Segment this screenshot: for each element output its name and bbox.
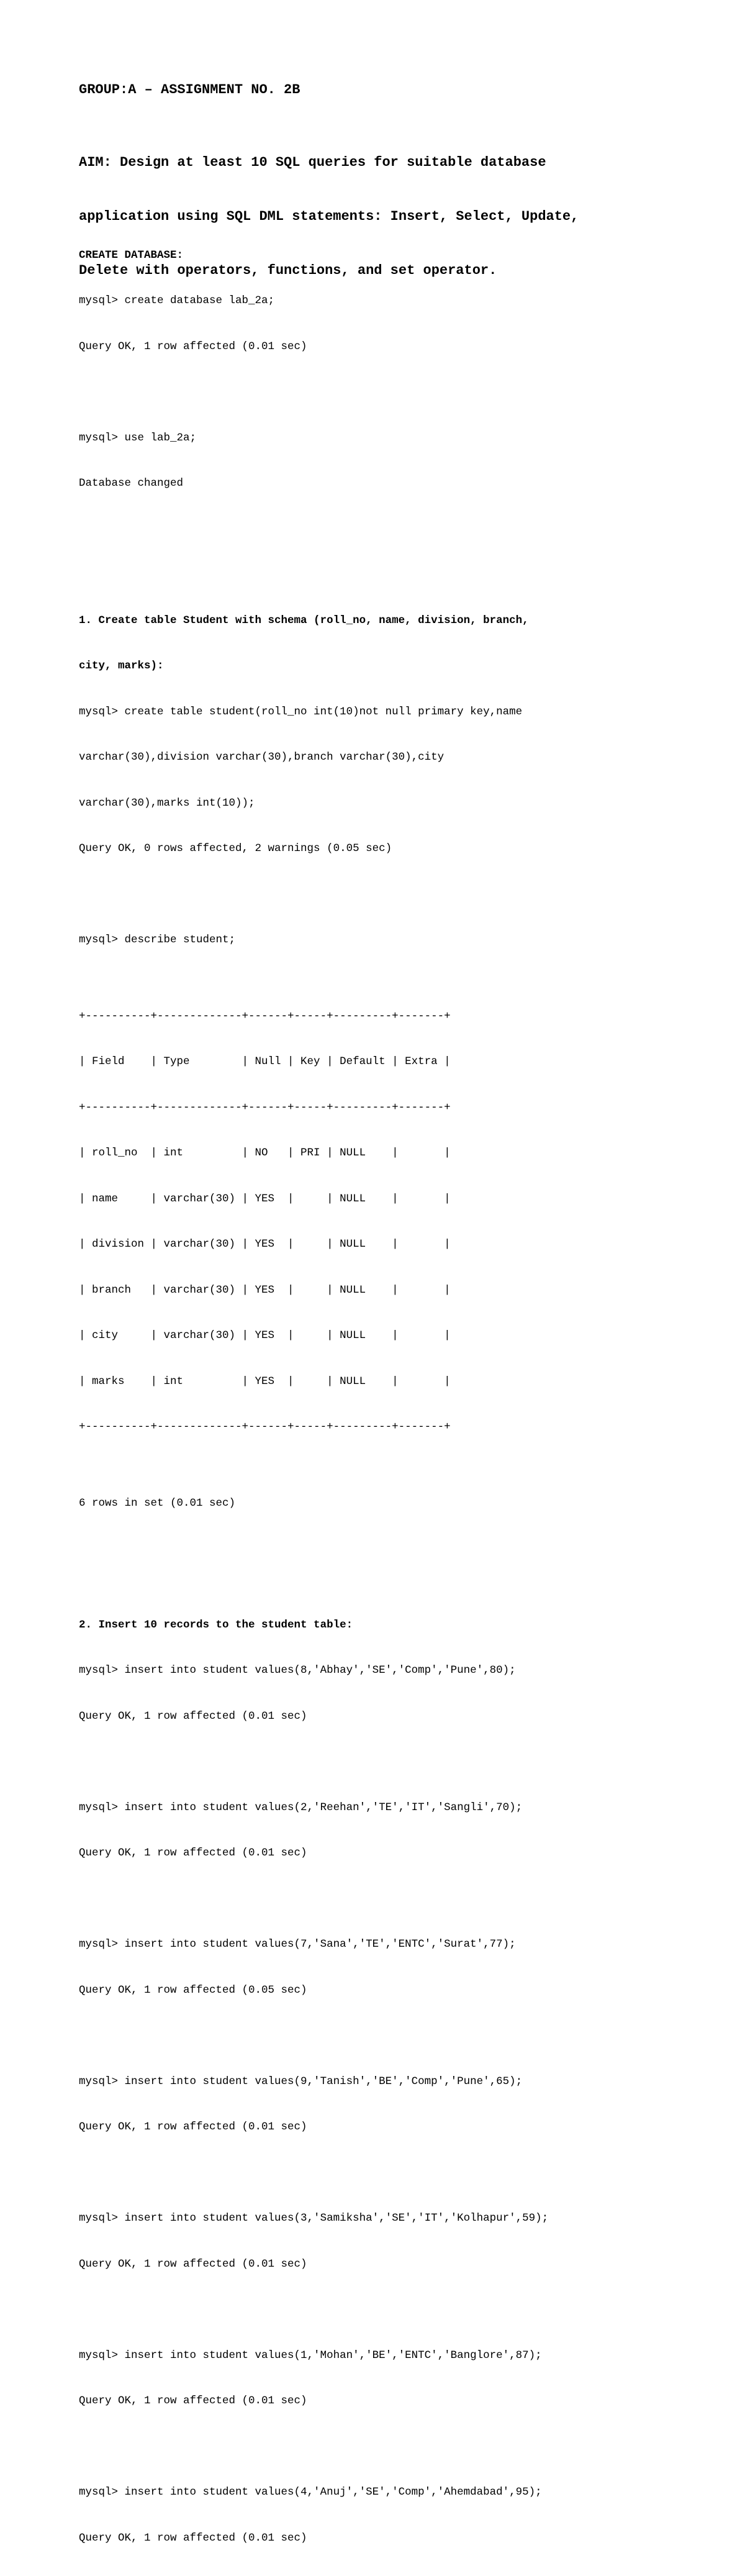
table-border: +----------+-------------+------+-----+---------+-------+	[79, 1421, 451, 1433]
table-border: +----------+-------------+------+-----+---------+-------+	[79, 1101, 451, 1114]
sql-result: Query OK, 1 row affected (0.05 sec)	[79, 1983, 307, 1996]
sql-result: Query OK, 1 row affected (0.01 sec)	[79, 2257, 307, 2270]
table-row: | branch | varchar(30) | YES | | NULL | |	[79, 1283, 451, 1296]
sql-command: mysql> describe student;	[79, 934, 236, 946]
sql-command: mysql> create table student(roll_no int(10)not null primary key,name	[79, 705, 523, 718]
sql-command: varchar(30),division varchar(30),branch varchar(30),city	[79, 751, 445, 763]
sql-command: mysql> insert into student values(8,'Abhay','SE','Comp','Pune',80);	[79, 1664, 516, 1677]
sql-result: Query OK, 1 row affected (0.01 sec)	[79, 340, 307, 353]
sql-command: mysql> insert into student values(3,'Samiksha','SE','IT','Kolhapur',59);	[79, 2212, 549, 2224]
sql-command: mysql> insert into student values(7,'Sana','TE','ENTC','Surat',77);	[79, 1938, 516, 1950]
sql-command: varchar(30),marks int(10));	[79, 796, 255, 809]
document-body	[79, 202, 548, 2576]
aim-line: Delete with operators, functions, and set operator.	[79, 263, 497, 278]
sql-result: Query OK, 1 row affected (0.01 sec)	[79, 1847, 307, 1859]
table-row: | name | varchar(30) | YES | | NULL | |	[79, 1192, 451, 1205]
create-database-heading: CREATE DATABASE:	[79, 248, 184, 262]
sql-result: Database changed	[79, 477, 184, 489]
sql-command: mysql> use lab_2a;	[79, 431, 197, 444]
sql-command: mysql> insert into student values(9,'Tanish','BE','Comp','Pune',65);	[79, 2075, 523, 2088]
assignment-title: GROUP:A – ASSIGNMENT NO. 2B	[79, 82, 300, 98]
sql-command: mysql> insert into student values(4,'Anuj','SE','Comp','Ahemdabad',95);	[79, 2486, 542, 2498]
table-row: | roll_no | int | NO | PRI | NULL | |	[79, 1147, 451, 1159]
sql-result: Query OK, 1 row affected (0.01 sec)	[79, 1709, 307, 1723]
table-row: | division | varchar(30) | YES | | NULL | |	[79, 1238, 451, 1250]
sql-command: mysql> create database lab_2a;	[79, 294, 275, 307]
question-1-heading: city, marks):	[79, 660, 164, 672]
sql-result: Query OK, 1 row affected (0.01 sec)	[79, 2531, 307, 2544]
table-row: | city | varchar(30) | YES | | NULL | |	[79, 1329, 451, 1342]
sql-result: Query OK, 1 row affected (0.01 sec)	[79, 2121, 307, 2133]
aim-line: application using SQL DML statements: Insert, Select, Update,	[79, 209, 579, 224]
question-2-heading: 2. Insert 10 records to the student table:	[79, 1618, 353, 1631]
aim-line: AIM: Design at least 10 SQL queries for suitable database	[79, 155, 546, 170]
table-header: | Field | Type | Null | Key | Default | Extra |	[79, 1055, 451, 1068]
sql-result: 6 rows in set (0.01 sec)	[79, 1496, 236, 1509]
sql-command: mysql> insert into student values(1,'Mohan','BE','ENTC','Banglore',87);	[79, 2349, 542, 2362]
sql-result: Query OK, 1 row affected (0.01 sec)	[79, 2395, 307, 2407]
sql-result: Query OK, 0 rows affected, 2 warnings (0.05 sec)	[79, 842, 392, 855]
question-1-heading: 1. Create table Student with schema (roll_no, name, division, branch,	[79, 614, 529, 627]
sql-command: mysql> insert into student values(2,'Reehan','TE','IT','Sangli',70);	[79, 1801, 523, 1814]
table-row: | marks | int | YES | | NULL | |	[79, 1375, 451, 1388]
table-border: +----------+-------------+------+-----+---------+-------+	[79, 1009, 451, 1022]
describe-table	[79, 978, 548, 1465]
